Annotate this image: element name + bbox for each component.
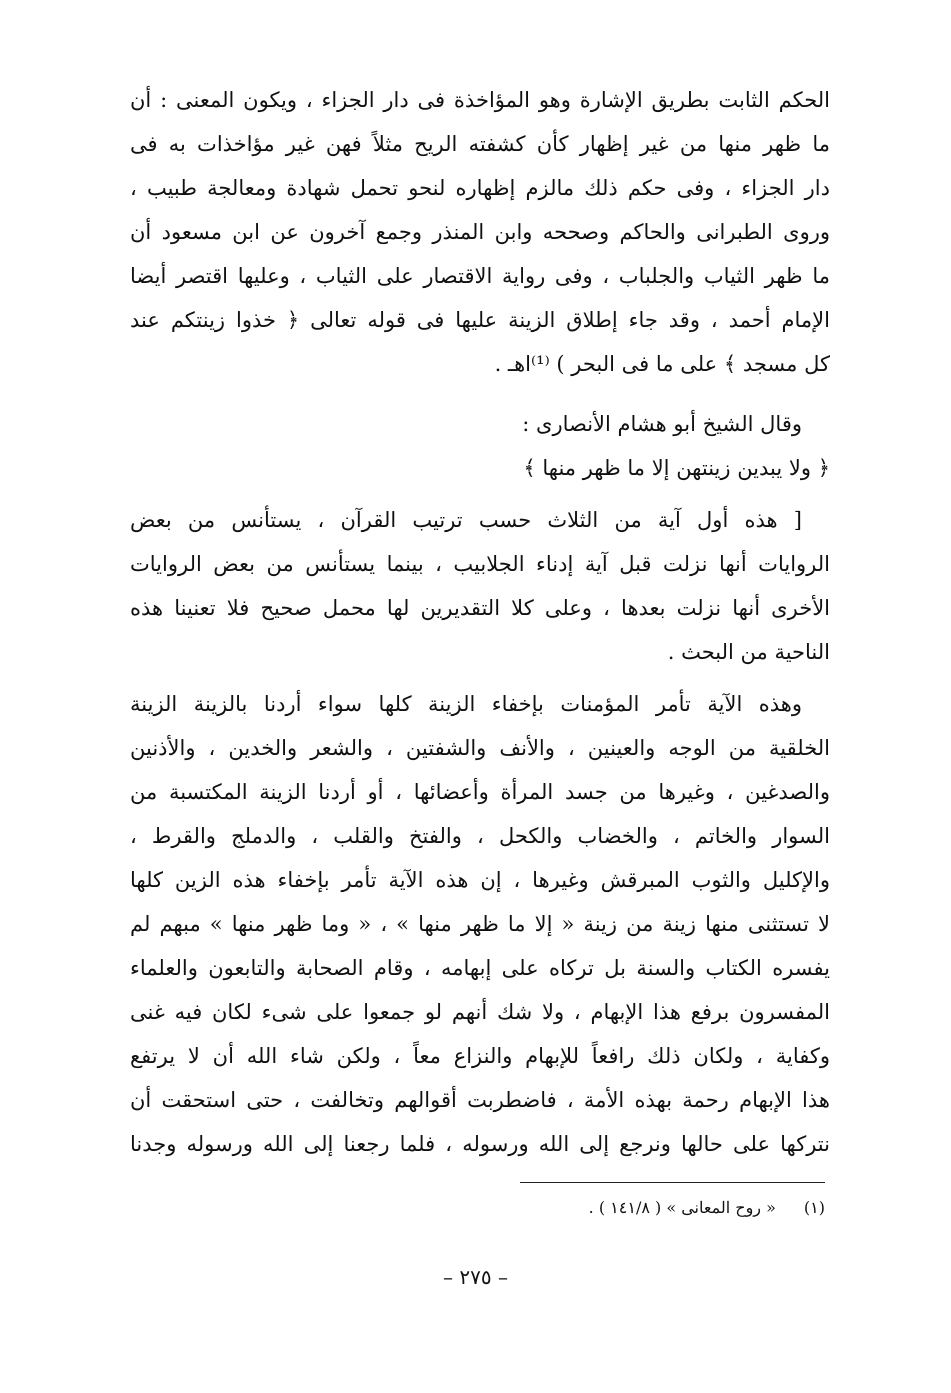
footnote-number: (١) bbox=[803, 1198, 825, 1217]
text-line: السوار والخاتم ، والخضاب والكحل ، والفتخ والقلب ، والدملج والقرط ، bbox=[130, 824, 830, 848]
text-line: يفسره الكتاب والسنة بل تركاه على إبهامه ، وقام الصحابة والتابعون والعلماء bbox=[130, 956, 830, 980]
text-line: نتركها على حالها ونرجع إلى الله ورسوله ، فلما رجعنا إلى الله ورسوله وجدنا bbox=[130, 1132, 830, 1156]
text-line: الحكم الثابت بطريق الإشارة وهو المؤاخذة فى دار الجزاء ، ويكون المعنى : أن bbox=[130, 88, 830, 112]
footnote-text: « روح المعانى » ( ١٤١/٨ ) . bbox=[588, 1198, 776, 1217]
paragraph-1 bbox=[130, 78, 830, 386]
text-line: المفسرون برفع هذا الإبهام ، ولا شك أنهم لو جمعوا على شىء لكان فيه غنى bbox=[130, 1000, 830, 1024]
text-line: دار الجزاء ، وفى حكم ذلك مالزم إظهاره لنحو تحمل شهادة ومعالجة طبيب ، bbox=[130, 176, 830, 200]
quran-verse: ﴿ ولا يبدين زينتهن إلا ما ظهر منها ﴾ bbox=[523, 456, 830, 480]
quote-intro: وقال الشيخ أبو هشام الأنصارى : bbox=[522, 412, 802, 436]
page-number: – ٢٧٥ – bbox=[443, 1265, 508, 1289]
text-line: الأخرى أنها نزلت بعدها ، وعلى كلا التقديرين لها محمل صحيح فلا تعنينا هذه bbox=[130, 596, 830, 620]
text-line: ما ظهر الثياب والجلباب ، وفى رواية الاقتصار على الثياب ، وعليها اقتصر أيضا bbox=[130, 264, 830, 288]
text-line: الخلقية من الوجه والعينين ، والأنف والشفتين ، والشعر والخدين ، والأذنين bbox=[130, 736, 830, 760]
text-line: كل مسجد ﴾ على ما فى البحر ) ⁽¹⁾اهـ . bbox=[494, 352, 830, 376]
text-line: وهذه الآية تأمر المؤمنات بإخفاء الزينة كلها سواء أردنا بالزينة الزينة bbox=[130, 692, 802, 716]
text-line: هذا الإبهام رحمة بهذه الأمة ، فاضطربت أقوالهم وتخالفت ، حتى استحقت أن bbox=[130, 1088, 830, 1112]
text-line: وكفاية ، ولكان ذلك رافعاً للإبهام والنزاع معاً ، ولكن شاء الله أن لا يرتفع bbox=[130, 1044, 830, 1068]
text-line: والصدغين ، وغيرها من جسد المرأة وأعضائها ، أو أردنا الزينة المكتسبة من bbox=[130, 780, 830, 804]
text-line: [ هذه أول آية من الثلاث حسب ترتيب القرآن ، يستأنس من بعض bbox=[130, 508, 802, 532]
paragraph-3 bbox=[130, 682, 830, 1166]
text-line: الإمام أحمد ، وقد جاء إطلاق الزينة عليها فى قوله تعالى ﴿ خذوا زينتكم عند bbox=[130, 308, 830, 332]
footnote-divider bbox=[520, 1182, 825, 1183]
footnote bbox=[420, 1194, 825, 1222]
text-line: ما ظهر منها من غير إظهار كأن كشفته الريح مثلاً فهن غير مؤاخذات به فى bbox=[130, 132, 830, 156]
text-line: الناحية من البحث . bbox=[667, 640, 830, 664]
quote-block bbox=[130, 402, 830, 490]
text-line: لا تستثنى منها زينة من زينة « إلا ما ظهر منها » ، « وما ظهر منها » مبهم لم bbox=[130, 912, 830, 936]
text-line: والإكليل والثوب المبرقش وغيرها ، إن هذه الآية تأمر بإخفاء هذه الزين كلها bbox=[130, 868, 830, 892]
text-line: وروى الطبرانى والحاكم وصححه وابن المنذر وجمع آخرون عن ابن مسعود أن bbox=[130, 220, 830, 244]
text-line: الروايات أنها نزلت قبل آية إدناء الجلابيب ، بينما يستأنس من بعض الروايات bbox=[130, 552, 830, 576]
paragraph-2 bbox=[130, 498, 830, 674]
